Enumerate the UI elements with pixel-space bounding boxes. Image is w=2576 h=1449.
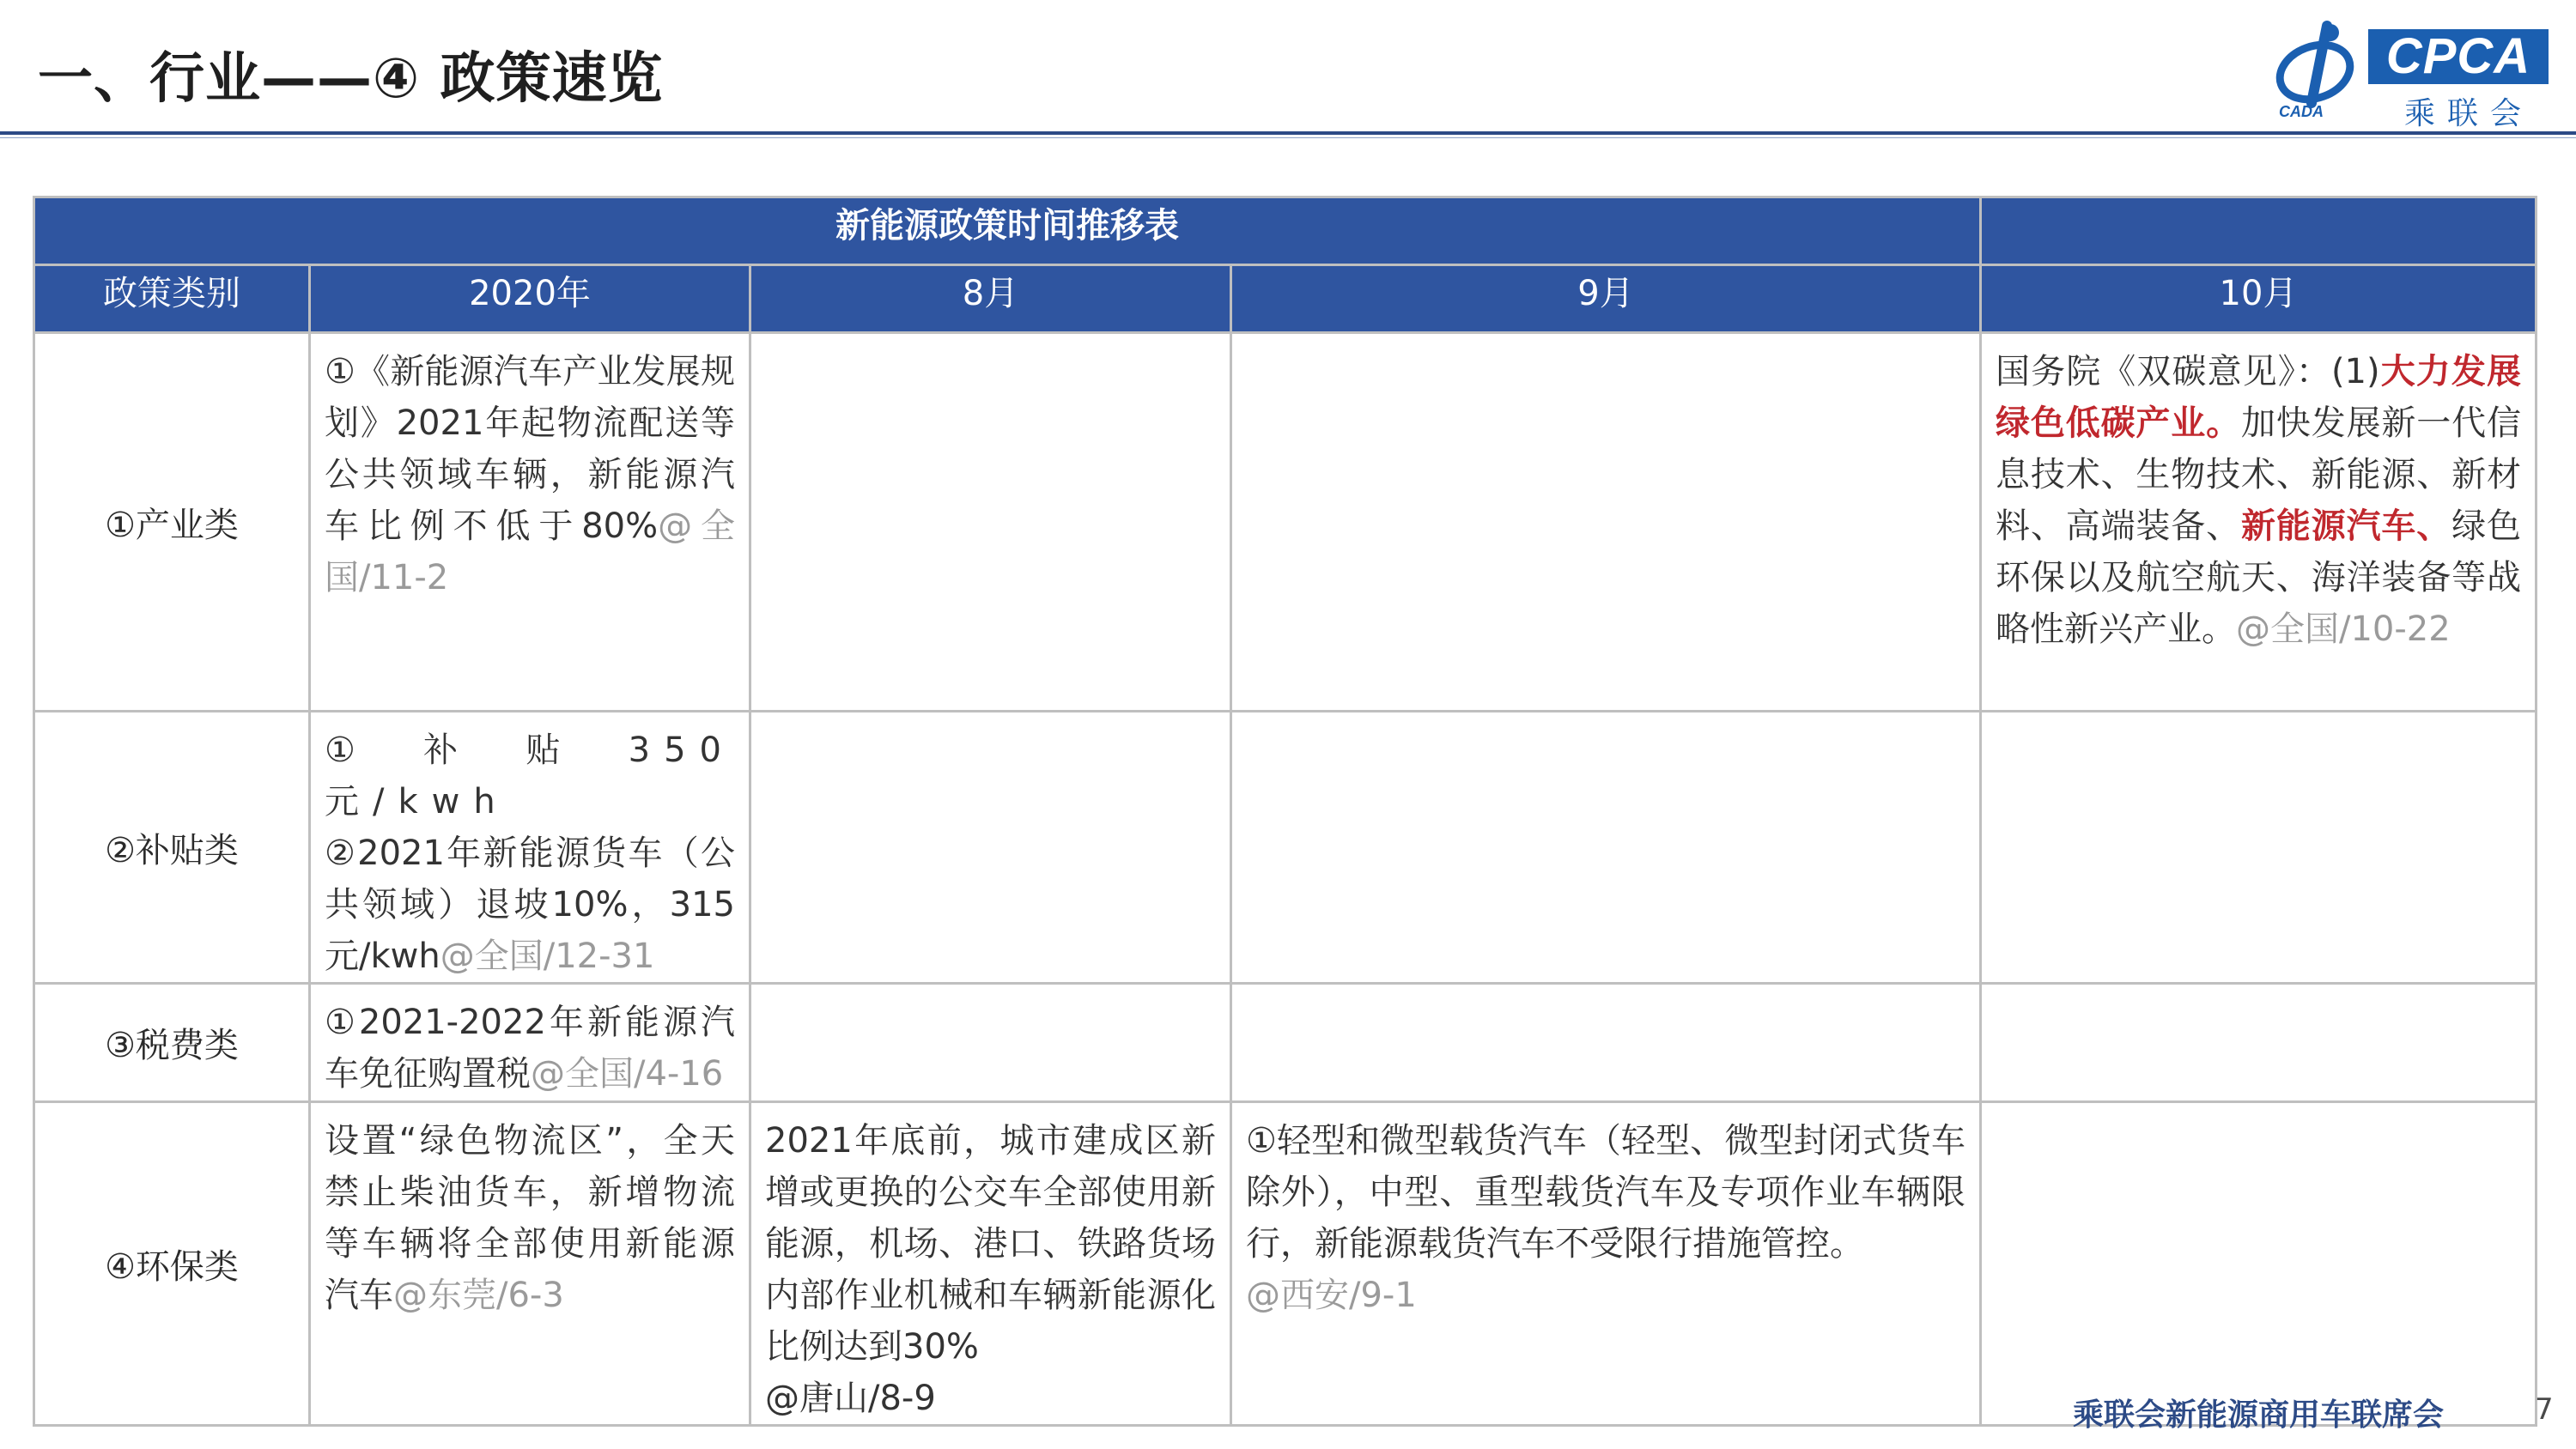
policy-cell-oct — [1981, 333, 2537, 712]
policy-text: 2021年底前，城市建成区新增或更换的公交车全部使用新能源，机场、港口、铁路货场内部作业机械和车辆新能源化比例达到30% — [765, 1121, 1216, 1367]
category-cell: ④环保类 — [34, 1102, 310, 1426]
policy-cell-2020 — [310, 1102, 750, 1426]
policy-source: @全国/12-31 — [440, 937, 655, 976]
category-cell: ③税费类 — [34, 984, 310, 1102]
footer-org: 乘联会新能源商用车联席会 — [2073, 1397, 2445, 1433]
policy-cell-sep — [1231, 712, 1981, 984]
policy-cell-2020 — [310, 984, 750, 1102]
policy-cell-oct — [1981, 1102, 2537, 1426]
policy-cell-2020 — [310, 712, 750, 984]
title-divider — [0, 131, 2576, 135]
policy-text: ②2021年新能源货车（公共领域）退坡10%，315元/kwh — [325, 834, 735, 976]
cpca-logo — [2267, 17, 2550, 131]
policy-source: @全国/10-22 — [2236, 609, 2451, 649]
logo-cpca-text: CPCA — [2368, 29, 2549, 84]
policy-cell-aug — [750, 1102, 1231, 1426]
column-header-oct: 10月 — [1981, 265, 2537, 333]
policy-text: 绿色环保以及航空航天、海洋装备等战略性新兴产业。 — [1996, 506, 2522, 649]
table-row-environmental — [34, 1102, 2537, 1426]
policy-cell-oct — [1981, 984, 2537, 1102]
policy-cell-aug — [750, 712, 1231, 984]
policy-cell-oct — [1981, 712, 2537, 984]
policy-cell-sep — [1231, 333, 1981, 712]
logo-cada-text: CADA — [2279, 103, 2324, 120]
table-row-industry — [34, 333, 2537, 712]
policy-text: ①2021-2022年新能源汽车免征购置税 — [325, 1003, 735, 1094]
policy-timeline-table — [33, 196, 2537, 1427]
slide-title: 一、行业——④ 政策速览 — [38, 47, 664, 111]
title-divider-thin — [0, 137, 2576, 138]
column-header-aug: 8月 — [750, 265, 1231, 333]
policy-text: ①轻型和微型载货汽车（轻型、微型封闭式货车除外），中型、重型载货汽车及专项作业车辆限行，新能源载货汽车不受限行措施管控。 — [1246, 1121, 1965, 1264]
policy-cell-sep — [1231, 984, 1981, 1102]
table-caption-blank — [1981, 197, 2537, 265]
policy-cell-sep — [1231, 1102, 1981, 1426]
category-cell: ②补贴类 — [34, 712, 310, 984]
column-header-category: 政策类别 — [34, 265, 310, 333]
policy-text: ①《新能源汽车产业发展规划》2021年起物流配送等公共领域车辆，新能源汽车比例不低于80% — [325, 352, 735, 546]
policy-highlight: 大力发展绿色低碳产业。 — [1996, 352, 2521, 443]
table-caption: 新能源政策时间推移表 — [34, 197, 1981, 265]
policy-source: @西安/9-1 — [1246, 1276, 1417, 1315]
policy-highlight: 新能源汽车、 — [2241, 506, 2452, 546]
policy-text: 加快发展新一代信息技术、生物技术、新能源、新材料、高端装备、 — [1996, 403, 2521, 546]
policy-source: @东莞/6-3 — [393, 1276, 564, 1315]
table-header-row — [34, 265, 2537, 333]
column-header-sep: 9月 — [1231, 265, 1981, 333]
policy-cell-aug — [750, 333, 1231, 712]
table-row-tax — [34, 984, 2537, 1102]
column-header-2020: 2020年 — [310, 265, 750, 333]
policy-source: @全国/11-2 — [325, 506, 736, 597]
policy-cell-aug — [750, 984, 1231, 1102]
table-caption-row — [34, 197, 2537, 265]
policy-text: 设置“绿色物流区”，全天禁止柴油货车，新增物流等车辆将全部使用新能源汽车 — [325, 1121, 735, 1315]
page-number: 7 — [2535, 1392, 2554, 1427]
logo-cn-text: 乘联会 — [2403, 96, 2533, 131]
table-row-subsidy — [34, 712, 2537, 984]
policy-cell-2020 — [310, 333, 750, 712]
category-cell: ①产业类 — [34, 333, 310, 712]
policy-text: ①补贴350元/kwh — [325, 731, 735, 822]
policy-source: @全国/4-16 — [531, 1054, 724, 1094]
policy-text: 国务院《双碳意见》：(1) — [1996, 352, 2380, 391]
policy-source: @唐山/8-9 — [765, 1379, 936, 1418]
